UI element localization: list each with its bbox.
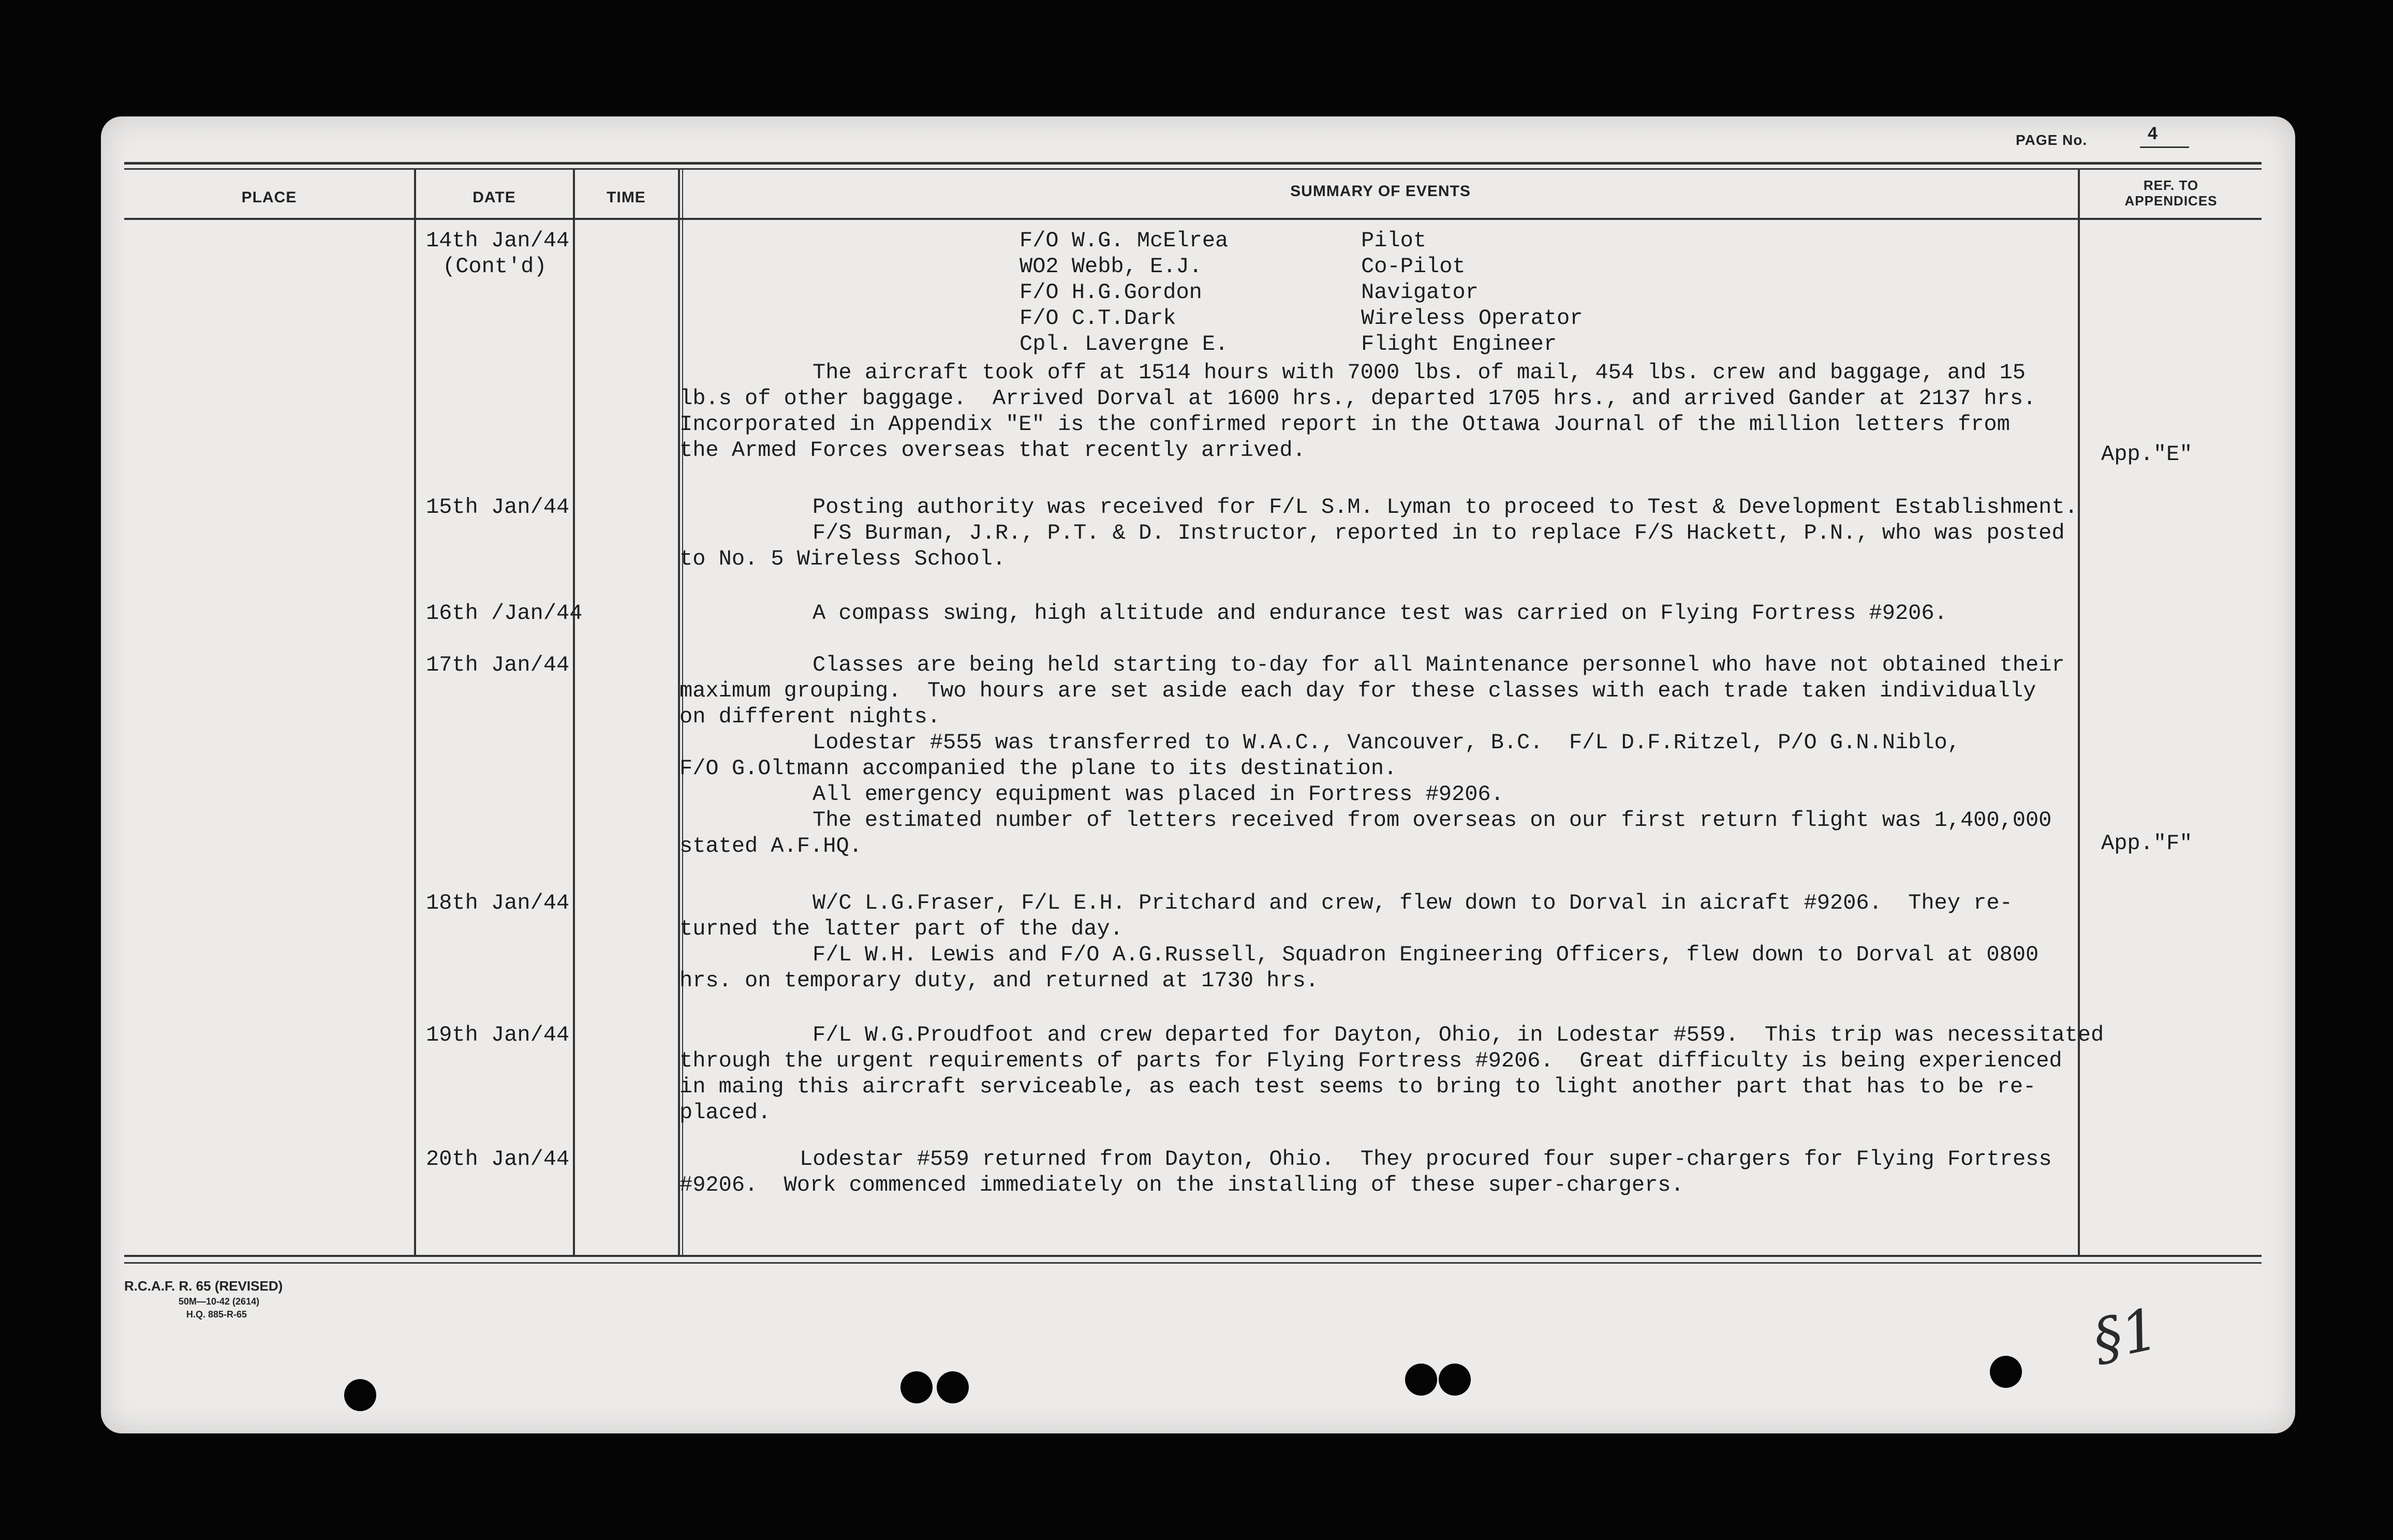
crew-name-5: Cpl. Lavergne E.: [1020, 332, 1229, 357]
entry-19-line-4: placed.: [680, 1100, 771, 1125]
crew-name-3: F/O H.G.Gordon: [1020, 280, 1202, 305]
page-number-label: PAGE No.: [2016, 132, 2088, 148]
punch-hole-3: [937, 1371, 969, 1403]
top-rule-2: [124, 168, 2262, 170]
header-rule: [124, 218, 2262, 220]
col-divider-place: [414, 168, 416, 1255]
entry-15-line-2: F/S Burman, J.R., P.T. & D. Instructor, reported in to replace F/S Hackett, P.N., who was posted: [813, 521, 2065, 545]
crew-role-5: Flight Engineer: [1361, 332, 1557, 357]
header-time: TIME: [607, 189, 646, 206]
entry-16-line-1: A compass swing, high altitude and endurance test was carried on Flying Fortress #9206.: [813, 601, 1947, 626]
entry-17-line-3: on different nights.: [680, 704, 941, 729]
date-17: 17th Jan/44: [426, 653, 570, 677]
entry-20-line-2: #9206. Work commenced immediately on the installing of these super-chargers.: [680, 1173, 1684, 1197]
punch-hole-2: [900, 1371, 933, 1403]
crew-role-2: Co-Pilot: [1361, 254, 1466, 279]
entry-18-line-1: W/C L.G.Fraser, F/L E.H. Pritchard and crew, flew down to Dorval in aicraft #9206. They re-: [813, 891, 2013, 915]
entry-15-line-3: to No. 5 Wireless School.: [680, 546, 1006, 571]
col-divider-date: [573, 168, 575, 1255]
entry-18-line-3: F/L W.H. Lewis and F/O A.G.Russell, Squadron Engineering Officers, flew down to Dorval at 0800: [813, 942, 2039, 967]
header-ref-line2: APPENDICES: [2124, 193, 2218, 209]
print-line-1: 50M—10-42 (2614): [179, 1296, 260, 1307]
entry-14-line-4: the Armed Forces overseas that recently arrived.: [680, 438, 1306, 463]
header-summary: SUMMARY OF EVENTS: [1290, 183, 1471, 200]
crew-role-1: Pilot: [1361, 228, 1427, 253]
punch-hole-1: [344, 1379, 376, 1411]
header-ref-line1: REF. TO: [2143, 177, 2199, 193]
crew-name-2: WO2 Webb, E.J.: [1020, 254, 1202, 279]
log-sheet: [101, 116, 2295, 1433]
entry-19-line-3: in maing this aircraft serviceable, as each test seems to bring to light another part that has to be re-: [680, 1074, 2036, 1099]
entry-15-line-1: Posting authority was received for F/L S.M. Lyman to proceed to Test & Development Establishment.: [813, 495, 2078, 520]
bottom-rule-2: [124, 1262, 2262, 1264]
entry-14-line-1: The aircraft took off at 1514 hours with 7000 lbs. of mail, 454 lbs. crew and baggage, and 15: [813, 360, 2026, 385]
entry-17-line-7: The estimated number of letters received from overseas on our first return flight was 1,400,000: [813, 808, 2052, 833]
signature: §1: [2087, 1295, 2164, 1374]
entry-20-line-1: Lodestar #559 returned from Dayton, Ohio. They procured four super-chargers for Flying Fortress: [800, 1147, 2052, 1172]
entry-17-line-5: F/O G.Oltmann accompanied the plane to its destination.: [680, 756, 1397, 781]
header-place: PLACE: [241, 189, 297, 206]
entry-17-line-1: Classes are being held starting to-day for all Maintenance personnel who have not obtained their: [813, 653, 2065, 677]
entry-17-line-6: All emergency equipment was placed in Fortress #9206.: [813, 782, 1504, 807]
date-14-cont: (Cont'd): [442, 254, 547, 279]
entry-14-line-2: lb.s of other baggage. Arrived Dorval at 1600 hrs., departed 1705 hrs., and arrived Gander at 2137 hrs.: [680, 386, 2036, 411]
punch-hole-5: [1439, 1364, 1471, 1396]
entry-19-line-2: through the urgent requirements of parts for Flying Fortress #9206. Great difficulty is being experienced: [680, 1048, 2062, 1073]
ref-app-e: App."E": [2101, 442, 2193, 467]
print-line-2: H.Q. 885-R-65: [186, 1309, 247, 1320]
crew-name-4: F/O C.T.Dark: [1020, 306, 1176, 331]
date-18: 18th Jan/44: [426, 891, 570, 915]
date-14: 14th Jan/44: [426, 228, 570, 253]
bottom-rule-1: [124, 1255, 2262, 1257]
crew-name-1: F/O W.G. McElrea: [1020, 228, 1229, 253]
entry-17-line-4: Lodestar #555 was transferred to W.A.C., Vancouver, B.C. F/L D.F.Ritzel, P/O G.N.Niblo,: [813, 730, 1960, 755]
entry-17-line-2: maximum grouping. Two hours are set aside each day for these classes with each trade taken individually: [680, 678, 2036, 703]
entry-18-line-4: hrs. on temporary duty, and returned at 1730 hrs.: [680, 968, 1319, 993]
crew-role-4: Wireless Operator: [1361, 306, 1583, 331]
entry-19-line-1: F/L W.G.Proudfoot and crew departed for Dayton, Ohio, in Lodestar #559. This trip was necessitated: [813, 1023, 2104, 1047]
col-divider-summary: [2078, 168, 2080, 1255]
date-15: 15th Jan/44: [426, 495, 570, 520]
entry-14-line-3: Incorporated in Appendix "E" is the confirmed report in the Ottawa Journal of the million letters from: [680, 412, 2010, 437]
ref-app-f: App."F": [2101, 831, 2193, 856]
punch-hole-6: [1990, 1356, 2022, 1388]
date-16: 16th /Jan/44: [426, 601, 583, 626]
top-rule-1: [124, 162, 2262, 165]
entry-18-line-2: turned the latter part of the day.: [680, 916, 1123, 941]
page-number: 4: [2148, 124, 2158, 143]
page-number-underline: [2140, 146, 2189, 148]
date-19: 19th Jan/44: [426, 1023, 570, 1047]
entry-17-line-8: stated A.F.HQ.: [680, 834, 862, 858]
date-20: 20th Jan/44: [426, 1147, 570, 1172]
form-number: R.C.A.F. R. 65 (REVISED): [124, 1278, 283, 1294]
header-date: DATE: [472, 189, 516, 206]
punch-hole-4: [1405, 1364, 1437, 1396]
crew-role-3: Navigator: [1361, 280, 1479, 305]
